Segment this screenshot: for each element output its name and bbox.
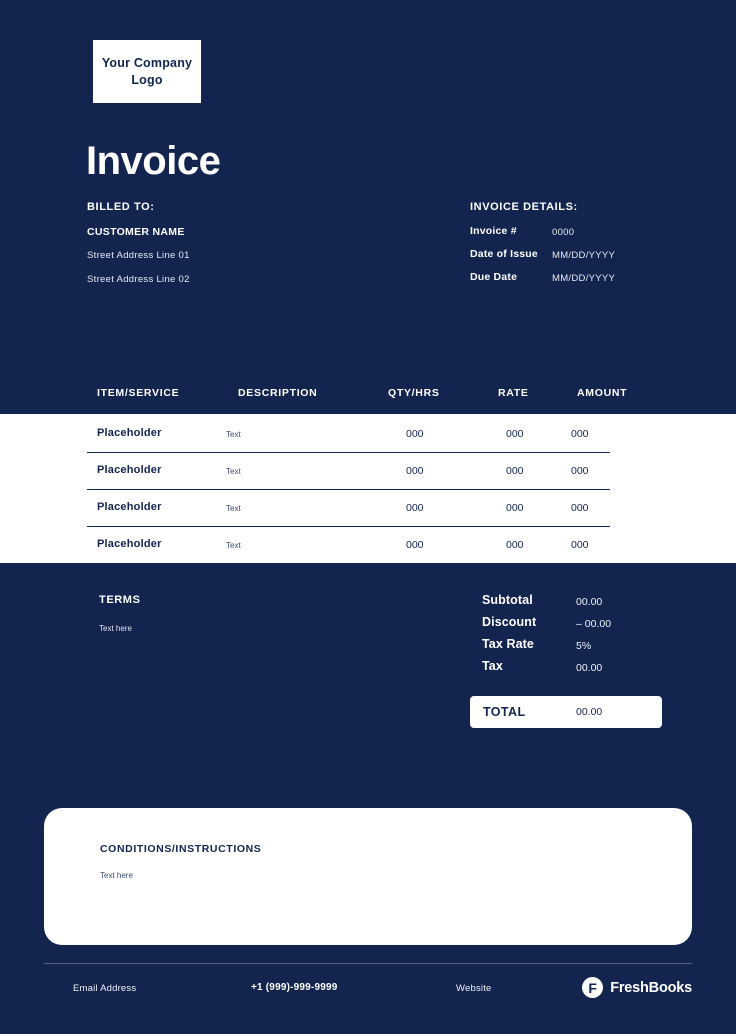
table-header-qty: QTY/HRS <box>388 387 440 399</box>
terms-label: TERMS <box>99 594 141 606</box>
row-description: Text <box>226 541 241 550</box>
row-item: Placeholder <box>97 427 162 439</box>
footer-divider <box>44 963 692 964</box>
row-divider <box>87 452 610 453</box>
row-qty: 000 <box>406 502 424 514</box>
date-of-issue-label: Date of Issue <box>470 248 538 260</box>
row-qty: 000 <box>406 428 424 440</box>
footer-website: Website <box>456 983 492 994</box>
discount-value: – 00.00 <box>576 618 612 630</box>
row-amount: 000 <box>571 465 589 477</box>
row-description: Text <box>226 430 241 439</box>
table-row <box>0 419 736 455</box>
row-qty: 000 <box>406 539 424 551</box>
company-logo-placeholder: Your Company Logo <box>93 40 201 103</box>
terms-text: Text here <box>99 624 132 633</box>
row-qty: 000 <box>406 465 424 477</box>
freshbooks-brand <box>582 977 692 998</box>
table-row <box>0 530 736 566</box>
tax-row <box>482 659 682 679</box>
freshbooks-logo-icon: F <box>582 977 603 998</box>
table-header-item: ITEM/SERVICE <box>97 387 180 399</box>
tax-rate-label: Tax Rate <box>482 637 534 651</box>
invoice-details-label: INVOICE DETAILS: <box>470 201 578 213</box>
freshbooks-brand-name: FreshBooks <box>610 979 692 996</box>
conditions-card <box>44 808 692 945</box>
tax-rate-value: 5% <box>576 640 592 652</box>
row-item: Placeholder <box>97 501 162 513</box>
customer-address-line-2: Street Address Line 02 <box>87 274 190 285</box>
row-description: Text <box>226 504 241 513</box>
table-header-rate: RATE <box>498 387 529 399</box>
invoice-number-value: 0000 <box>552 227 575 238</box>
invoice-detail-row <box>470 225 700 243</box>
row-rate: 000 <box>506 465 524 477</box>
subtotal-label: Subtotal <box>482 593 533 607</box>
subtotal-row <box>482 593 682 613</box>
total-box <box>470 696 662 728</box>
footer-phone: +1 (999)-999-9999 <box>251 982 338 993</box>
invoice-detail-row <box>470 248 700 266</box>
due-date-value: MM/DD/YYYY <box>552 273 616 284</box>
row-amount: 000 <box>571 539 589 551</box>
row-item: Placeholder <box>97 464 162 476</box>
customer-name: CUSTOMER NAME <box>87 226 185 238</box>
customer-address-line-1: Street Address Line 01 <box>87 250 190 261</box>
line-items-table <box>0 414 736 563</box>
row-amount: 000 <box>571 428 589 440</box>
total-label: TOTAL <box>483 705 526 719</box>
table-header-amount: AMOUNT <box>577 387 628 399</box>
conditions-title: CONDITIONS/INSTRUCTIONS <box>100 843 262 855</box>
tax-label: Tax <box>482 659 503 673</box>
conditions-text: Text here <box>100 871 133 880</box>
footer-email: Email Address <box>73 983 137 994</box>
date-of-issue-value: MM/DD/YYYY <box>552 250 616 261</box>
row-description: Text <box>226 467 241 476</box>
total-value: 00.00 <box>576 706 603 718</box>
subtotal-value: 00.00 <box>576 596 603 608</box>
invoice-detail-row <box>470 271 700 289</box>
row-divider <box>87 489 610 490</box>
tax-value: 00.00 <box>576 662 603 674</box>
due-date-label: Due Date <box>470 271 518 283</box>
table-row <box>0 456 736 492</box>
row-rate: 000 <box>506 539 524 551</box>
billed-to-label: BILLED TO: <box>87 201 155 213</box>
row-rate: 000 <box>506 502 524 514</box>
row-divider <box>87 526 610 527</box>
row-rate: 000 <box>506 428 524 440</box>
discount-label: Discount <box>482 615 537 629</box>
table-header-description: DESCRIPTION <box>238 387 318 399</box>
invoice-number-label: Invoice # <box>470 225 517 237</box>
row-item: Placeholder <box>97 538 162 550</box>
page-title: Invoice <box>86 139 221 183</box>
discount-row <box>482 615 682 635</box>
table-row <box>0 493 736 529</box>
row-amount: 000 <box>571 502 589 514</box>
tax-rate-row <box>482 637 682 657</box>
